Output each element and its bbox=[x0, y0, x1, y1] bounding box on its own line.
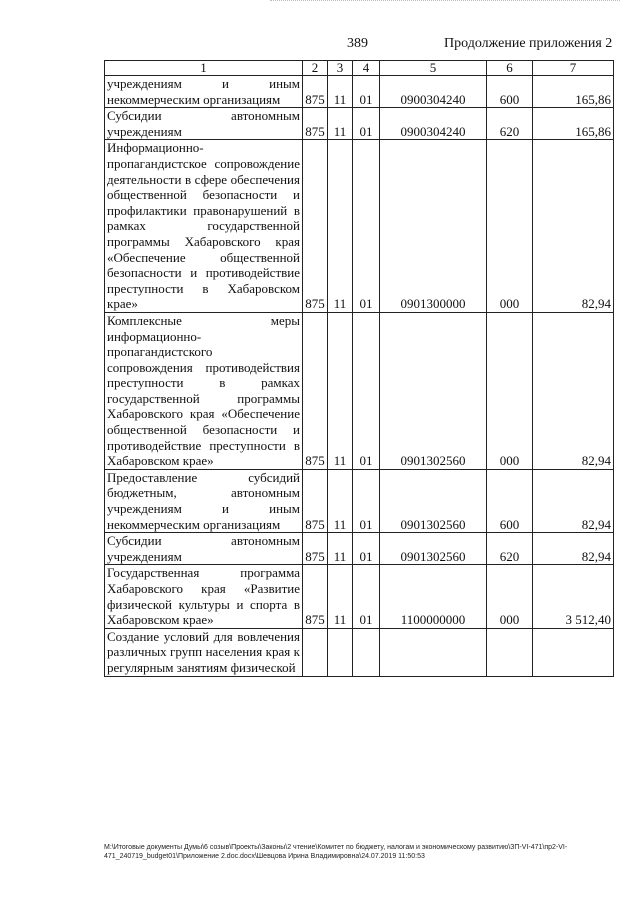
table-row bbox=[105, 628, 614, 676]
code-cell: 000 bbox=[487, 565, 533, 628]
code-cell: 01 bbox=[353, 565, 380, 628]
footer-file-path: M:\Итоговые документы Думы\6 созыв\Проекты\Законы\2 чтение\Комитет по бюджету, налогам и экономическому развитию\ЗП-VI-471\пр2-VI-471_240719_budget01\Приложение 2.doc.docx\Шевцова Ирина Владимировна\24.07.2019 11:50:53 bbox=[104, 844, 568, 860]
column-header: 6 bbox=[487, 61, 533, 76]
column-header: 5 bbox=[380, 61, 487, 76]
amount-cell: 82,94 bbox=[533, 140, 614, 313]
code-cell: 01 bbox=[353, 108, 380, 140]
code-cell: 11 bbox=[328, 140, 353, 313]
code-cell: 01 bbox=[353, 533, 380, 565]
table-row bbox=[105, 469, 614, 532]
table-row bbox=[105, 76, 614, 108]
page-number: 389 bbox=[347, 36, 368, 51]
code-cell: 01 bbox=[353, 469, 380, 532]
table-row bbox=[105, 312, 614, 469]
table-row bbox=[105, 108, 614, 140]
code-cell: 0901300000 bbox=[380, 140, 487, 313]
amount-cell: 82,94 bbox=[533, 312, 614, 469]
code-cell: 0900304240 bbox=[380, 76, 487, 108]
row-name: Субсидии автономным учреждениям bbox=[105, 108, 303, 140]
code-cell: 875 bbox=[303, 533, 328, 565]
code-cell: 875 bbox=[303, 565, 328, 628]
code-cell: 875 bbox=[303, 76, 328, 108]
column-header: 1 bbox=[105, 61, 303, 76]
budget-table bbox=[104, 60, 614, 677]
code-cell bbox=[380, 628, 487, 676]
amount-cell: 82,94 bbox=[533, 469, 614, 532]
code-cell: 875 bbox=[303, 469, 328, 532]
code-cell: 000 bbox=[487, 312, 533, 469]
code-cell: 11 bbox=[328, 108, 353, 140]
code-cell: 0901302560 bbox=[380, 469, 487, 532]
table-row bbox=[105, 140, 614, 313]
code-cell: 600 bbox=[487, 469, 533, 532]
row-name: учреждениям и иным некоммерческим организациям bbox=[105, 76, 303, 108]
column-header: 3 bbox=[328, 61, 353, 76]
code-cell: 0900304240 bbox=[380, 108, 487, 140]
code-cell bbox=[487, 628, 533, 676]
code-cell bbox=[353, 628, 380, 676]
code-cell: 875 bbox=[303, 140, 328, 313]
row-name: Информационно-пропагандистское сопровождение деятельности в сфере обеспечения общественной безопасности и профилактики правонарушений в рамках государственной программы Хабаровского края «Обеспечение общественной безопасности и противодействие преступности в Хабаровском крае» bbox=[105, 140, 303, 313]
amount-cell: 82,94 bbox=[533, 533, 614, 565]
column-header: 7 bbox=[533, 61, 614, 76]
amount-cell: 3 512,40 bbox=[533, 565, 614, 628]
code-cell: 01 bbox=[353, 312, 380, 469]
code-cell bbox=[328, 628, 353, 676]
amount-cell: 165,86 bbox=[533, 108, 614, 140]
column-header: 4 bbox=[353, 61, 380, 76]
code-cell bbox=[303, 628, 328, 676]
code-cell: 11 bbox=[328, 469, 353, 532]
code-cell: 01 bbox=[353, 76, 380, 108]
row-name: Комплексные меры информационно-пропагандистского сопровождения противодействия преступности в рамках государственной программы Хабаровского края «Обеспечение общественной безопасности и противодействие преступности в Хабаровском крае» bbox=[105, 312, 303, 469]
code-cell: 620 bbox=[487, 533, 533, 565]
row-name: Создание условий для вовлечения различных групп населения края к регулярным занятиям физической bbox=[105, 628, 303, 676]
column-header: 2 bbox=[303, 61, 328, 76]
table-row bbox=[105, 565, 614, 628]
code-cell: 11 bbox=[328, 312, 353, 469]
row-name: Предоставление субсидий бюджетным, автономным учреждениям и иным некоммерческим организациям bbox=[105, 469, 303, 532]
continuation-title: Продолжение приложения 2 bbox=[444, 36, 613, 51]
code-cell: 11 bbox=[328, 533, 353, 565]
code-cell: 600 bbox=[487, 76, 533, 108]
code-cell: 620 bbox=[487, 108, 533, 140]
amount-cell: 165,86 bbox=[533, 76, 614, 108]
code-cell: 0901302560 bbox=[380, 312, 487, 469]
code-cell: 875 bbox=[303, 108, 328, 140]
code-cell: 000 bbox=[487, 140, 533, 313]
column-number-row bbox=[105, 61, 614, 76]
code-cell: 11 bbox=[328, 76, 353, 108]
code-cell: 0901302560 bbox=[380, 533, 487, 565]
code-cell: 875 bbox=[303, 312, 328, 469]
code-cell: 11 bbox=[328, 565, 353, 628]
top-edge-mark bbox=[270, 0, 620, 5]
row-name: Субсидии автономным учреждениям bbox=[105, 533, 303, 565]
code-cell: 1100000000 bbox=[380, 565, 487, 628]
code-cell: 01 bbox=[353, 140, 380, 313]
table-row bbox=[105, 533, 614, 565]
row-name: Государственная программа Хабаровского края «Развитие физической культуры и спорта в Хабаровском крае» bbox=[105, 565, 303, 628]
amount-cell bbox=[533, 628, 614, 676]
